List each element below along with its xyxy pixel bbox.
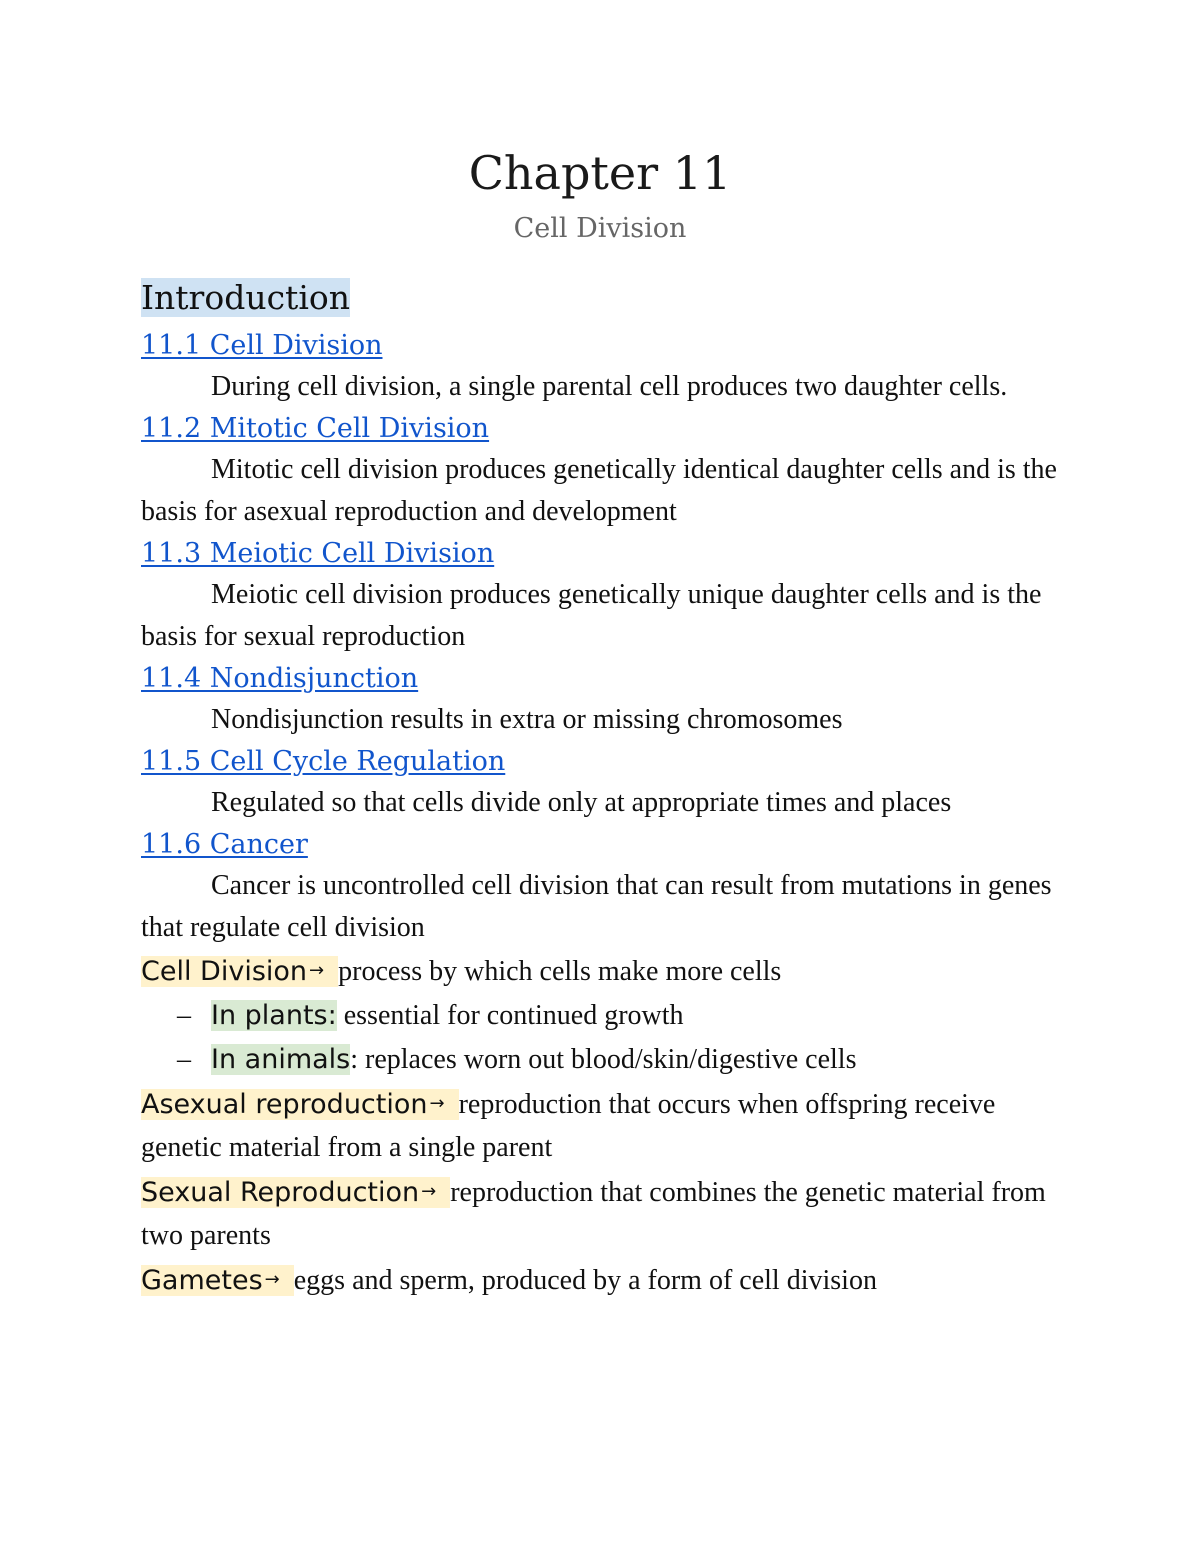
section-summary-11-1: During cell division, a single parental cell produces two daughter cells.: [211, 371, 1008, 402]
section-link-11-5[interactable]: 11.5 Cell Cycle Regulation: [141, 746, 506, 777]
arrow-icon: →: [421, 1180, 437, 1202]
term-label-asexual: [141, 1089, 459, 1120]
page-subtitle: Cell Division: [513, 213, 687, 244]
term-label-sexual: [141, 1177, 450, 1208]
bullet-text: : replaces worn out blood/skin/digestive cells: [350, 1043, 857, 1075]
term-label-gametes: [141, 1265, 294, 1296]
document-body: [141, 276, 1061, 1302]
term-cell-division: [141, 949, 1061, 994]
bullet-label: In plants:: [211, 999, 337, 1031]
dash-bullet-icon: –: [177, 999, 191, 1031]
bullet-in-animals: [141, 1038, 1061, 1082]
dash-bullet-icon: –: [177, 1043, 191, 1075]
term-text: Sexual Reproduction: [141, 1176, 420, 1208]
bullet-text: essential for continued growth: [336, 999, 684, 1031]
section-link-11-1[interactable]: 11.1 Cell Division: [141, 330, 383, 361]
bullet-in-plants: [141, 994, 1061, 1038]
introduction-heading: [141, 276, 1061, 320]
section-summary-11-6: Cancer is uncontrolled cell division that can result from mutations in genes that regulate cell division: [141, 870, 1052, 943]
section-link-11-2[interactable]: 11.2 Mitotic Cell Division: [141, 413, 490, 444]
section-link-11-3[interactable]: 11.3 Meiotic Cell Division: [141, 538, 495, 569]
section-summary-11-4: Nondisjunction results in extra or missing chromosomes: [211, 704, 843, 735]
term-asexual-reproduction: [141, 1082, 1061, 1170]
arrow-icon: →: [429, 1092, 445, 1114]
arrow-icon: →: [309, 960, 325, 981]
term-definition: process by which cells make more cells: [338, 956, 782, 987]
term-text: Asexual reproduction: [141, 1088, 428, 1120]
bullet-label: In animals: [211, 1043, 351, 1075]
arrow-icon: →: [264, 1268, 280, 1290]
term-text: Gametes: [141, 1264, 263, 1296]
term-gametes: [141, 1258, 1061, 1303]
section-link-11-6[interactable]: 11.6 Cancer: [141, 829, 308, 860]
section-link-11-4[interactable]: 11.4 Nondisjunction: [141, 663, 419, 694]
section-summary-11-3: Meiotic cell division produces genetically unique daughter cells and is the basis for sexual reproduction: [141, 579, 1042, 652]
term-definition: reproduction that occurs when offspring receive genetic material from a single parent: [141, 1088, 996, 1163]
introduction-heading-text: Introduction: [141, 278, 350, 317]
term-label-cell-division: [141, 956, 338, 987]
term-definition: eggs and sperm, produced by a form of cell division: [293, 1264, 877, 1296]
section-summary-11-2: Mitotic cell division produces genetically identical daughter cells and is the basis for asexual reproduction and development: [141, 454, 1057, 527]
term-sexual-reproduction: [141, 1170, 1061, 1258]
term-definition: reproduction that combines the genetic material from two parents: [141, 1176, 1046, 1251]
term-text: Cell Division: [141, 956, 308, 987]
page-title: Chapter 11: [468, 146, 732, 200]
section-summary-11-5: Regulated so that cells divide only at appropriate times and places: [211, 787, 952, 818]
